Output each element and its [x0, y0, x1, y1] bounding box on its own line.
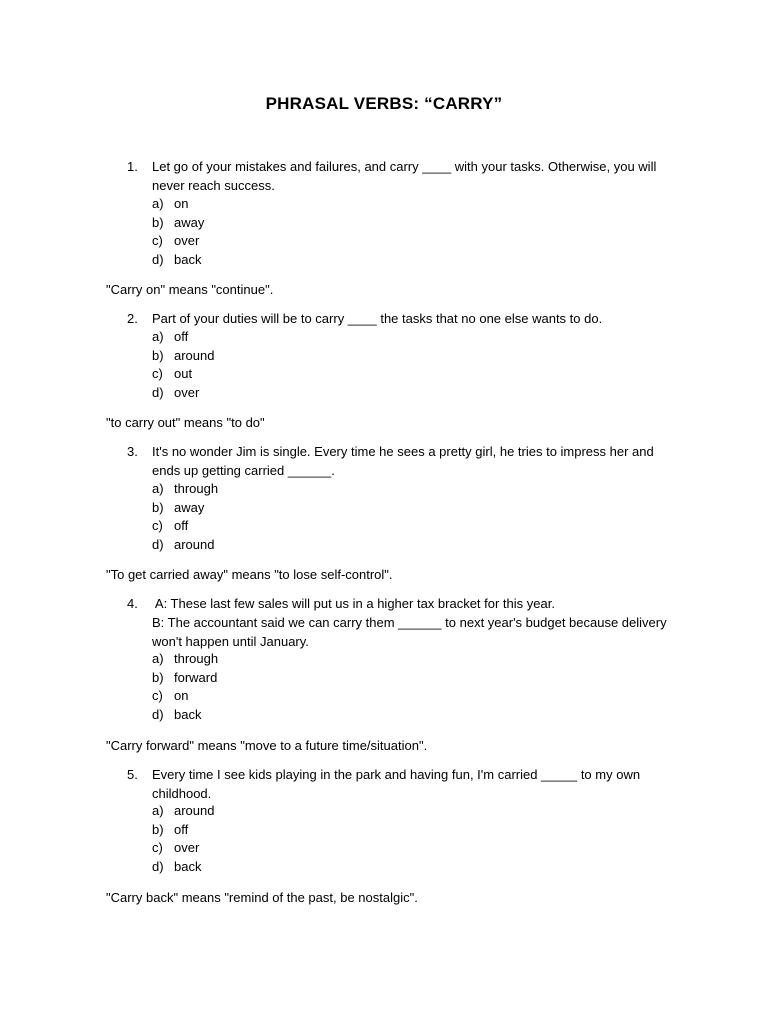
answer-explanation: "Carry forward" means "move to a future time/situation".: [106, 738, 428, 753]
option-text: over: [174, 840, 200, 856]
question-line: Let go of your mistakes and failures, and carry ____ with your tasks. Otherwise, you will: [152, 159, 657, 174]
option-letter: d): [152, 859, 164, 875]
answer-explanation: "To get carried away" means "to lose self-control".: [106, 567, 393, 582]
question-text: [152, 442, 662, 480]
option-text: through: [174, 481, 219, 496]
question-text: [152, 594, 667, 651]
question-number: 1.: [127, 159, 138, 174]
option-letter: d): [152, 385, 164, 401]
option-text: around: [174, 803, 215, 818]
option-letter: b): [152, 499, 164, 515]
option-letter: c): [152, 840, 163, 856]
option-letter: b): [152, 821, 164, 837]
option-letter: b): [152, 347, 164, 363]
option-text: off: [174, 329, 189, 344]
option-letter: a): [152, 651, 164, 666]
page-title: PHRASAL VERBS: “CARRY”: [265, 94, 503, 113]
option-text: back: [174, 859, 202, 875]
option-text: out: [174, 366, 193, 382]
option-text: back: [174, 252, 202, 268]
option-text: over: [174, 385, 200, 401]
option-letter: a): [152, 481, 164, 496]
question-number: 2.: [127, 311, 138, 326]
option-letter: b): [152, 214, 164, 230]
option-text: off: [174, 821, 189, 837]
question-text: [152, 309, 662, 328]
option-text: off: [174, 518, 189, 534]
question-line: B: The accountant said we can carry them ______ to next year's budget because delivery: [152, 615, 667, 630]
option-text: back: [174, 707, 202, 723]
option-text: around: [174, 347, 215, 363]
option-letter: c): [152, 233, 163, 249]
option-text: on: [174, 196, 189, 211]
question-line: childhood.: [152, 786, 212, 801]
answer-explanation: "to carry out" means "to do": [106, 415, 265, 430]
question-line: Every time I see kids playing in the park and having fun, I'm carried _____ to my own: [152, 767, 641, 782]
option-letter: a): [152, 196, 164, 211]
question-line: A: These last few sales will put us in a higher tax bracket for this year.: [152, 596, 555, 611]
question-number: 4.: [127, 596, 138, 611]
option-text: around: [174, 537, 215, 553]
option-text: away: [174, 214, 205, 230]
option-text: away: [174, 499, 205, 515]
option-letter: c): [152, 518, 163, 534]
question-line: Part of your duties will be to carry ____ the tasks that no one else wants to do.: [152, 311, 603, 326]
question-text: [152, 157, 662, 195]
question-number: 3.: [127, 444, 138, 459]
answer-explanation: "Carry back" means "remind of the past, be nostalgic".: [106, 890, 418, 905]
option-text: forward: [174, 669, 218, 685]
question-line: never reach success.: [152, 178, 275, 193]
option-text: through: [174, 651, 219, 666]
option-letter: a): [152, 803, 164, 818]
option-text: over: [174, 233, 200, 249]
option-letter: b): [152, 669, 164, 685]
question-text: [152, 765, 662, 803]
question-line: ends up getting carried ______.: [152, 463, 335, 478]
option-letter: d): [152, 537, 164, 553]
option-letter: c): [152, 366, 163, 382]
option-letter: d): [152, 707, 164, 723]
option-letter: c): [152, 688, 163, 704]
question-number: 5.: [127, 767, 138, 782]
question-line: won't happen until January.: [152, 634, 309, 649]
question-line: It's no wonder Jim is single. Every time he sees a pretty girl, he tries to impress her and: [152, 444, 654, 459]
option-letter: a): [152, 329, 164, 344]
option-letter: d): [152, 252, 164, 268]
option-text: on: [174, 688, 189, 704]
answer-explanation: "Carry on" means "continue".: [106, 282, 274, 297]
